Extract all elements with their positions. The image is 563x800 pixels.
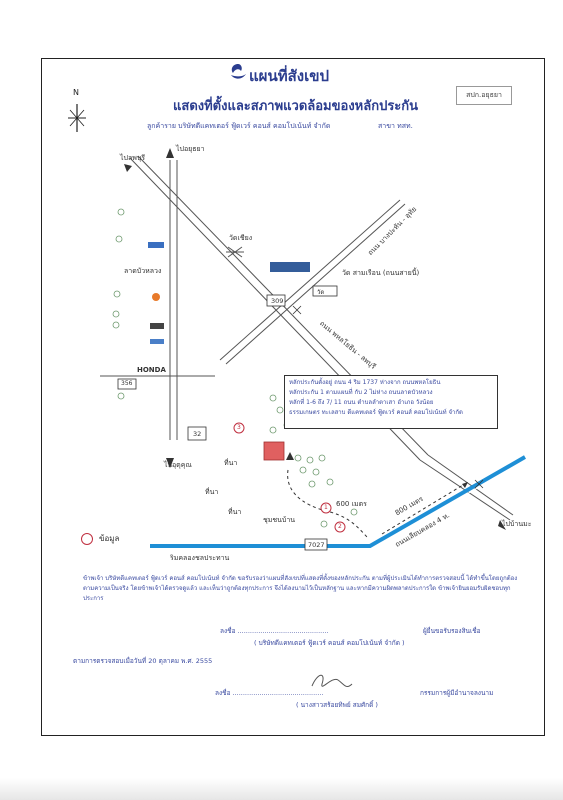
label-top-left-destination: ไปลพบุรี (120, 154, 146, 162)
label-rice-3: ที่นา (228, 508, 242, 516)
marker-3: 3 (237, 424, 241, 431)
branch-stamp: สปก.อยุธยา (456, 86, 512, 105)
map-subtitle: แสดงที่ตั้งและสภาพแวดล้อมของหลักประกัน (173, 99, 419, 114)
customer-line: ลูกค้าราย บริษัทดีแคทเตอร์ ฟู้ดเวร์ คอนส์ คอมโปเน้นท์ จำกัด (147, 122, 331, 130)
signer-name-2: ( นางสาวสร้อยทิพย์ สมศักดิ์ ) (296, 701, 378, 709)
store-logo-1 (148, 242, 164, 248)
label-rice-1: ที่นา (224, 459, 238, 467)
signature-line-2: ลงชื่อ ............................................ (215, 689, 324, 697)
legend-ring-icon (81, 533, 93, 545)
callout-line: หลักประกันตั้งอยู่ ถนน 4 ริม 1737 ห่างจาก ถนนพหลโยธิน (289, 379, 441, 386)
label-bottom-left-destination: ไปอุตุคุณ (164, 461, 192, 469)
arrow-up-icon (166, 148, 174, 158)
branch-line: สาขา ทสท. (378, 122, 413, 130)
signature-mark (312, 675, 352, 686)
label-top-destination: ไปอยุธยา (176, 145, 205, 153)
map-title: แผนที่สังเขป (249, 67, 329, 85)
callout-line: ธรรมเกษตร ทะเลสาบ ดีแคทเตอร์ ฟู้ดเวร์ คอนส์ คอมโปเน้นท์ จำกัด (289, 409, 463, 416)
label-distance-800: 800 เมตร (393, 494, 425, 518)
inspection-date: ตามการตรวจสอบเมื่อวันที่ 20 ตุลาคม พ.ศ. 2555 (73, 657, 213, 665)
label-road-309: 309 (271, 297, 284, 305)
label-honda: HONDA (137, 366, 166, 374)
label-sign-2: ลาดบัวหลวง (124, 267, 162, 275)
label-right-destination: ไปบ้านมะ (502, 520, 532, 528)
store-logo-3 (152, 293, 160, 301)
road-to-upper-right (220, 200, 405, 364)
legend-label: ข้อมูล (99, 534, 120, 543)
arrow-collateral-icon (286, 452, 294, 460)
marker-2: 2 (338, 523, 342, 530)
legend (81, 532, 119, 545)
collateral-callout (284, 375, 498, 429)
label-rice-2: ที่นา (205, 488, 219, 496)
signer-role-2: กรรมการผู้มีอำนาจลงนาม (420, 689, 494, 697)
label-road-right: ถนน บางปะหัน - อุทัย (366, 205, 419, 258)
left-landmarks (113, 209, 124, 399)
label-canal: ริมคลองชลประทาน (170, 554, 230, 562)
label-village-small: ชุมชนบ้าน (263, 516, 296, 524)
arrow-upleft-icon (124, 164, 132, 172)
label-road-bottom: ถนนเลียบคลอง 4 ท. (393, 511, 452, 549)
signature-line-1: ลงชื่อ ............................................ (220, 627, 329, 635)
marker-1: 1 (324, 504, 328, 511)
label-road-32: 32 (193, 430, 202, 438)
label-small-station: วัด (317, 289, 325, 296)
certification-paragraph: ข้าพเจ้า บริษัทดีแคทเตอร์ ฟู้ดเวร์ คอนส์ คอมโปเน้นท์ จำกัด ขอรับรองว่าแผนที่สังเขปที่แสดงที่ตั้งของหลักประกัน ตามที่ผู้ประเมินได้ทำการตรวจสอบนี้ ได้ทำขึ้นโดยถูกต้อง ตามความเป็นจริง โดยข้าพเจ้าได้ตรวจดูแล้ว และเห็นว่าถูกต้องทุกประการ จึงได้ลงนามไว้เป็นหลักฐาน และหากมีความผิดพลาดประการใด ข้าพเจ้ายินยอมรับผิดชอบทุกประการ (83, 575, 518, 602)
highway-32 (170, 160, 177, 440)
signer-name-1: ( บริษัทดีแคทเตอร์ ฟู้ดเวร์ คอนส์ คอมโปเน้นท์ จำกัด ) (254, 639, 405, 647)
north-label: N (73, 88, 79, 97)
store-logo-2 (150, 323, 164, 329)
store-logo-4 (150, 339, 164, 344)
label-road-7027: 7027 (308, 541, 325, 549)
signer-role-1: ผู้ยื่นขอรับรองสินเชื่อ (423, 627, 481, 635)
label-road-356: 356 (121, 380, 133, 387)
factory-icon (270, 262, 310, 272)
label-temple-right: วัด สามเรือน (ถนนสายนี้) (342, 269, 420, 277)
label-sign-1: วัดเชียง (229, 234, 253, 242)
callout-line: หลักที่ 1-6 ถึง 7/ 11 ถนน ตำบลลำตาเสา อำเภอ วังน้อย (289, 399, 434, 406)
collateral-parcel (264, 442, 284, 460)
label-road-diagonal: ถนน พหลโยธิน - ลพบุรี (318, 319, 378, 371)
label-distance-600: 600 เมตร (336, 500, 367, 508)
callout-line: หลักประกัน 1 ตามแผนที่ กับ 2 ไม่ห่าง ถนนลาดบัวหลวง (289, 389, 433, 396)
